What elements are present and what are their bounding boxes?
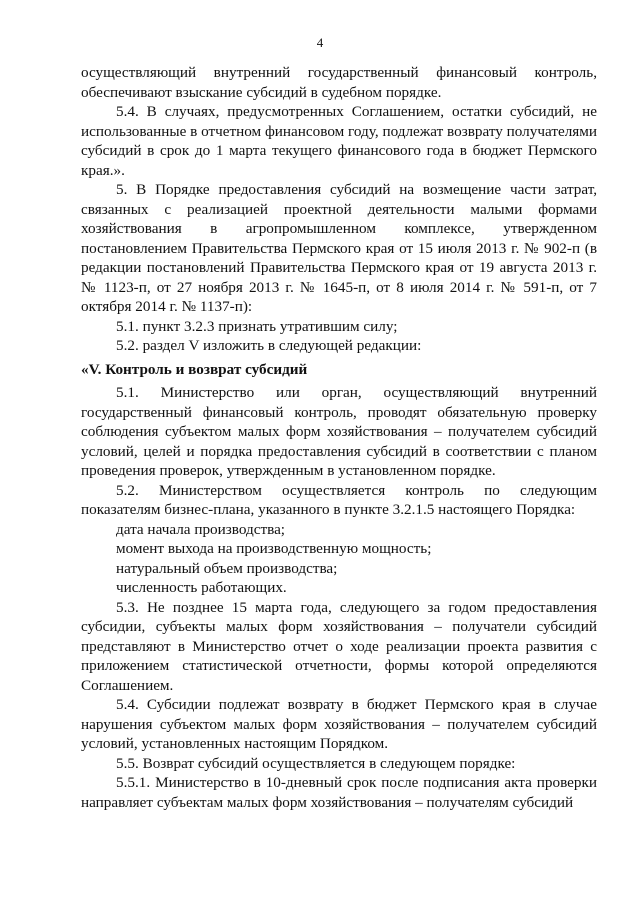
list-item: дата начала производства; bbox=[116, 520, 286, 538]
paragraph-5-3-report: 5.3. Не позднее 15 марта года, следующего за годом предоставления субсидии, субъекты малых форм хозяйствования – получатели субсидий представляют в Министерство отчет о ходе реализации проекта развития с приложением статистической отчетности, формы которой определяются Соглашением. bbox=[81, 598, 597, 694]
list-item: численность работающих. bbox=[116, 579, 287, 596]
paragraph-5-procedure-amendment: 5. В Порядке предоставления субсидий на возмещение части затрат, связанных с реализацией проектной деятельности малыми формами хозяйствования в агропромышленном комплексе, утвержденном постановлением Правительства Пермского края от 15 июля 2013 г. № 902-п (в редакции постановлений Правительства Пермского края от 19 августа 2013 г. № 1123-п, от 27 ноября 2013 г. № 1645-п, от 8 июля 2014 г. № 591-п, от 7 октября 2014 г. № 1137-п): bbox=[81, 181, 597, 315]
paragraph-5-1-void: 5.1. пункт 3.2.3 признать утратившим силу; bbox=[116, 317, 398, 335]
paragraph-continuation: осуществляющий внутренний государственный финансовый контроль, обеспечивают взыскание субсидий в судебном порядке. bbox=[81, 64, 597, 101]
paragraph-5-2-control: 5.2. Министерством осуществляется контроль по следующим показателям бизнес-плана, указанного в пункте 3.2.1.5 настоящего Порядка: bbox=[81, 481, 597, 518]
document-body bbox=[81, 63, 597, 812]
paragraph-5-1-inspection: 5.1. Министерство или орган, осуществляющий внутренний государственный финансовый контроль, проводят обязательную проверку соблюдения субъектом малых форм хозяйствования – получателем субсидий условий, целей и порядка предоставления субсидий в соответствии с планом проведения проверок, утвержденным в установленном порядке. bbox=[81, 384, 597, 479]
section-heading: «V. Контроль и возврат субсидий bbox=[81, 360, 308, 378]
list-item: натуральный объем производства; bbox=[116, 559, 338, 577]
page-number: 4 bbox=[316, 35, 324, 50]
paragraph-5-5-1-notice: 5.5.1. Министерство в 10-дневный срок после подписания акта проверки направляет субъектам малых форм хозяйствования – получателям субсидий bbox=[81, 774, 597, 811]
paragraph-5-5-order: 5.5. Возврат субсидий осуществляется в следующем порядке: bbox=[116, 754, 516, 772]
list-item: момент выхода на производственную мощность; bbox=[116, 540, 432, 557]
paragraph-5-4-return: 5.4. Субсидии подлежат возврату в бюджет Пермского края в случае нарушения субъектом малых форм хозяйствования – получателем субсидий условий, установленных настоящим Порядком. bbox=[81, 696, 597, 752]
paragraph-5-4-remainders: 5.4. В случаях, предусмотренных Соглашением, остатки субсидий, не использованные в отчетном финансовом году, подлежат возврату получателями субсидий в срок до 1 марта текущего финансового года в бюджет Пермского края.». bbox=[81, 103, 598, 179]
paragraph-5-2-section: 5.2. раздел V изложить в следующей редакции: bbox=[116, 337, 422, 354]
